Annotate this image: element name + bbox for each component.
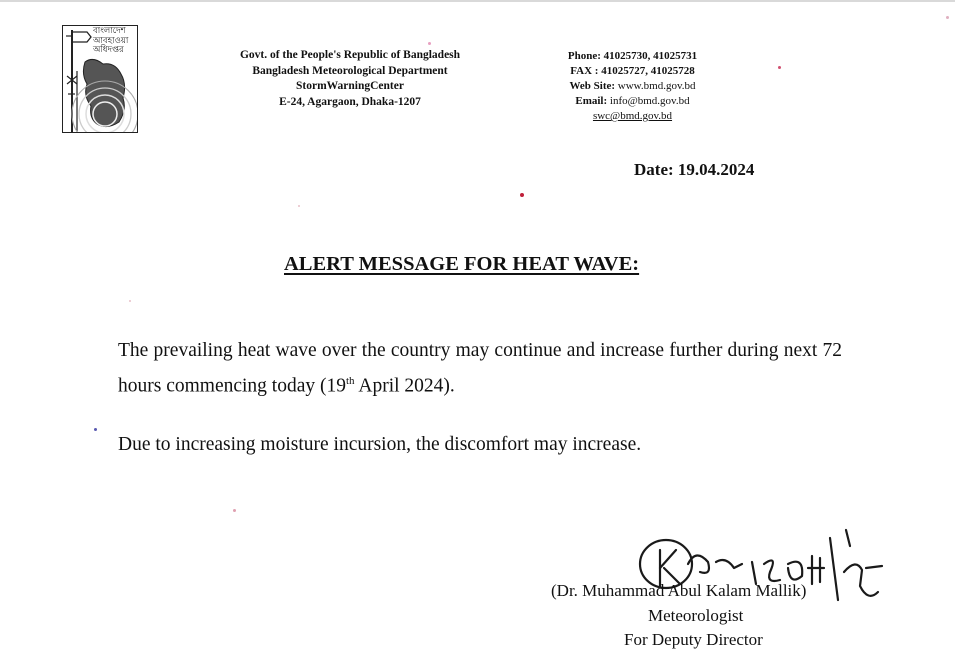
paragraph-text: The prevailing heat wave over the country may continue and increase further during next 72 hours commencing today (19 bbox=[118, 340, 842, 397]
scan-speck bbox=[520, 193, 524, 197]
phone-line bbox=[555, 49, 710, 64]
body-paragraph-2: Due to increasing moisture incursion, the discomfort may increase. bbox=[118, 434, 642, 455]
org-address-line: E-24, Agargaon, Dhaka-1207 bbox=[279, 95, 421, 108]
signatory-name: (Dr. Muhammad Abul Kalam Mallik) bbox=[551, 581, 807, 600]
email-line bbox=[555, 94, 710, 109]
document-date: Date: 19.04.2024 bbox=[634, 160, 755, 179]
scan-speck bbox=[94, 428, 97, 431]
website-line bbox=[555, 79, 710, 94]
scan-speck bbox=[298, 205, 300, 207]
org-govt-line: Govt. of the People's Republic of Bangladesh bbox=[239, 49, 461, 61]
email-label: Email: bbox=[575, 95, 608, 107]
fax-value: 41025727, 41025728 bbox=[601, 65, 695, 77]
org-center-line: StormWarningCenter bbox=[296, 80, 404, 92]
bmd-logo bbox=[62, 25, 138, 133]
phone-label: Phone: bbox=[567, 50, 601, 62]
body-paragraph-1 bbox=[118, 336, 842, 402]
scan-speck bbox=[946, 16, 949, 19]
website-value[interactable]: www.bmd.gov.bd bbox=[617, 80, 696, 92]
org-department-line: Bangladesh Meteorological Department bbox=[252, 64, 448, 77]
logo-caption-line: বাংলাদেশ bbox=[93, 26, 126, 36]
logo-caption bbox=[93, 27, 128, 56]
email-value[interactable]: info@bmd.gov.bd bbox=[609, 95, 690, 107]
scan-speck bbox=[428, 42, 431, 45]
scan-speck bbox=[129, 300, 131, 302]
date-suffix: th bbox=[346, 375, 355, 387]
website-label: Web Site: bbox=[569, 80, 616, 92]
contact-block bbox=[555, 49, 710, 124]
scan-speck bbox=[233, 509, 236, 512]
paragraph-text-end: April 2024). bbox=[354, 375, 455, 397]
signatory-for-line: For Deputy Director bbox=[624, 630, 763, 649]
fax-line bbox=[555, 64, 710, 79]
fax-label: FAX : bbox=[570, 65, 599, 77]
organization-block bbox=[230, 48, 470, 110]
page-top-border bbox=[0, 0, 955, 2]
signatory-designation: Meteorologist bbox=[648, 606, 744, 625]
alert-title: ALERT MESSAGE FOR HEAT WAVE: bbox=[284, 253, 640, 275]
email-secondary[interactable]: swc@bmd.gov.bd bbox=[592, 110, 673, 122]
logo-caption-line: অধিদপ্তর bbox=[93, 45, 124, 55]
logo-caption-line: আবহাওয়া bbox=[93, 35, 129, 46]
phone-value: 41025730, 41025731 bbox=[603, 50, 698, 62]
scan-speck bbox=[778, 66, 781, 69]
